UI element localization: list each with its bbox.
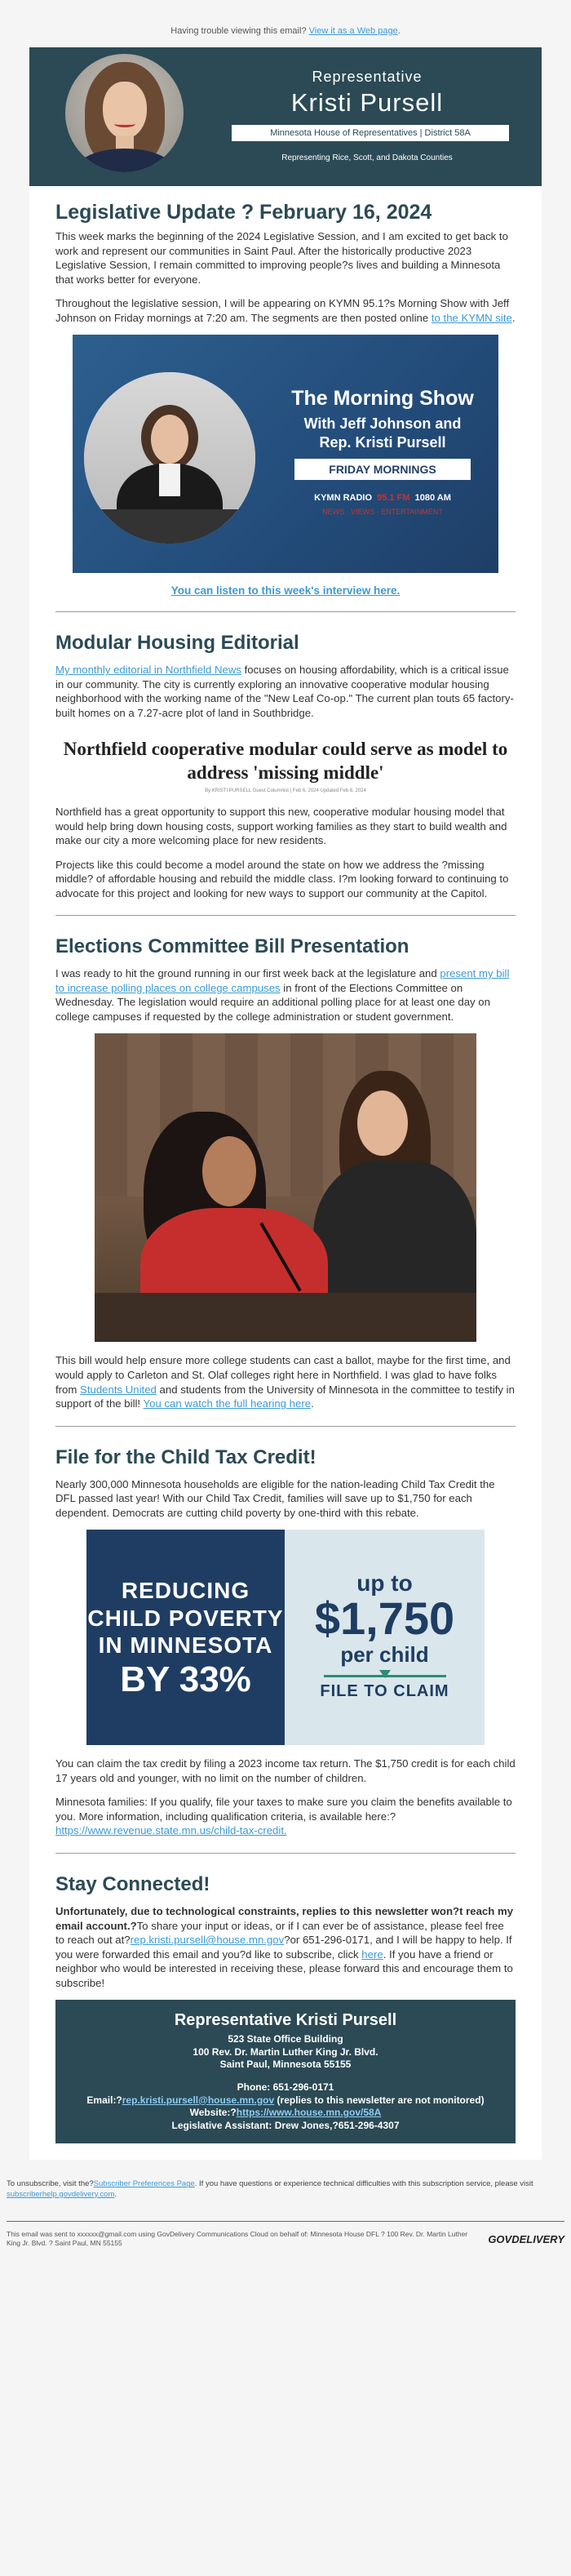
housing-paragraph-3: Projects like this could become a model around the state on how we address the ?missing middle? of affordable housing and rebuild the middle class. I?m looking forward to continuing to advocate for this project and looking for new ways to support our community at the Capitol. — [55, 858, 509, 899]
footer-email: Email:?rep.kristi.pursell@house.mn.gov (replies to this newsletter are not monitored) — [86, 2094, 485, 2106]
footer-street: 100 Rev. Dr. Martin Luther King Jr. Blvd. — [193, 2045, 378, 2058]
housing-heading: Modular Housing Editorial — [55, 632, 299, 655]
sent-to-text: This email was sent to xxxxxx@gmail.com using GovDelivery Communications Cloud on behalf of: Minnesota House DFL ? 100 Rev. Dr. Martin Luther King Jr. Blvd. ? Saint Paul, MN 55155 — [7, 2230, 468, 2248]
ctc-percent: BY 33% — [120, 1659, 251, 1700]
preheader-text: Having trouble viewing this email? — [170, 26, 309, 36]
tax-credit-heading: File for the Child Tax Credit! — [55, 1446, 316, 1468]
listen-link-wrap — [55, 584, 516, 597]
header-title-name: Kristi Pursell — [290, 88, 444, 117]
section-divider — [55, 611, 516, 612]
tax-credit-info-link[interactable]: https://www.revenue.state.mn.us/child-tax-credit. — [55, 1824, 287, 1837]
web-page-link[interactable]: View it as a Web page — [308, 26, 398, 36]
section-divider — [55, 915, 516, 916]
listen-interview-link[interactable]: You can listen to this week's interview here. — [170, 584, 401, 597]
email-body — [29, 47, 542, 2160]
students-united-link[interactable]: Students United — [80, 1383, 157, 1396]
elections-paragraph-1: I was ready to hit the ground running in our first week back at the legislature and present my bill to increase polling places on college campuses in front of the Elections Committee on Wednesday. The legislation would require an additional polling place for at least one day on college campuses if requested by the college administration or student government. — [55, 967, 510, 1023]
banner-station: KYMN RADIO 95.1 FM 1080 AM — [314, 493, 451, 504]
bottom-divider — [7, 2221, 564, 2222]
arrow-down-icon — [324, 1675, 446, 1677]
header-title-line1: Representative — [312, 69, 423, 85]
header-counties: Representing Rice, Scott, and Dakota Counties — [281, 153, 453, 162]
committee-hearing-photo — [95, 1033, 476, 1342]
kymn-site-link[interactable]: to the KYMN site — [431, 311, 512, 324]
section-divider — [55, 1853, 516, 1854]
elections-heading: Elections Committee Bill Presentation — [55, 935, 409, 958]
banner-badge: FRIDAY MORNINGS — [294, 459, 471, 480]
elections-paragraph-2: This bill would help ensure more college students can cast a ballot, maybe for the first time, and would apply to Carleton and St. Olaf colleges right here in Northfield. I was glad to have folks from Students United and students from the University of Minnesota in the committee to testify in support of the bill! You can watch the full hearing here. — [55, 1354, 515, 1410]
tax-credit-paragraph-3: Minnesota families: If you qualify, file your taxes to make sure you claim the benefits available to you. More information, including qualification criteria, is available here:? https://www.revenue.state.mn.us/child-tax-credit. — [55, 1796, 512, 1837]
ctc-amount: $1,750 — [314, 1592, 455, 1645]
newsletter-content — [29, 186, 542, 2160]
preheader — [0, 0, 571, 47]
footer-website-link[interactable]: https://www.house.mn.gov/58A — [236, 2107, 382, 2119]
govdelivery-logo[interactable]: GOVDELIVERY — [488, 2233, 564, 2246]
subscribe-link[interactable]: here — [361, 1948, 383, 1961]
representative-photo — [65, 54, 184, 172]
footer-assistant: Legislative Assistant: Drew Jones,?651-296-4307 — [171, 2119, 400, 2131]
email-bottom — [0, 2160, 571, 2248]
morning-show-photo — [84, 372, 255, 544]
footer-office: 523 State Office Building — [228, 2033, 343, 2045]
present-bill-link[interactable]: present my bill to increase polling places on college campuses — [55, 967, 510, 994]
sent-info — [7, 2230, 564, 2248]
housing-paragraph-2: Northfield has a great opportunity to support this new, cooperative modular housing model that would help bring down housing costs, support working families as they start to build wealth and make our city a more welcoming place for new residents. — [55, 805, 507, 847]
section-divider — [55, 1426, 516, 1427]
footer-city: Saint Paul, Minnesota 55155 — [219, 2059, 352, 2071]
tax-credit-paragraph-2: You can claim the tax credit by filing a 2023 income tax return. The $1,750 credit is for each child 17 years old and younger, with no limit on the number of children. — [55, 1757, 516, 1784]
ctc-right-panel: up to $1,750 per child FILE TO CLAIM — [285, 1530, 485, 1745]
subscriber-preferences-link[interactable]: Subscriber Preferences Page — [93, 2179, 195, 2189]
watch-hearing-link[interactable]: You can watch the full hearing here — [143, 1397, 312, 1410]
editorial-link[interactable]: My monthly editorial in Northfield News — [55, 664, 241, 677]
update-paragraph-2: Throughout the legislative session, I will be appearing on KYMN 95.1?s Morning Show with Jeff Johnson on Friday mornings at 7:20 am. The segments are then posted online to the KYMN site. — [55, 297, 516, 324]
contact-footer — [55, 2000, 516, 2143]
footer-name: Representative Kristi Pursell — [174, 2011, 397, 2030]
preheader-suffix: . — [397, 26, 401, 36]
tax-credit-paragraph-1: Nearly 300,000 Minnesota households are eligible for the nation-leading Child Tax Credit the DFL passed last year! With our Child Tax Credit, families will save up to $1,750 for each dependent. Democrats are cutting child poverty by one-third with this rebate. — [55, 1477, 495, 1519]
legislative-update-heading: Legislative Update ? February 16, 2024 — [55, 201, 432, 224]
ctc-file-label: FILE TO CLAIM — [320, 1681, 449, 1700]
stay-connected-paragraph: Unfortunately, due to technological constraints, replies to this newsletter won?t reach my email account.?To share your input or ideas, or if I can ever be of assistance, please feel free to reach out at?rep.kristi.pursell@house.mn.gov?or 651-296-0171, and I will be happy to help. If you were forwarded this email and you?d like to subscribe, click here. If you have a friend or neighbor who would be interested in receiving these, please forward this and encourage them to subscribe! — [55, 1905, 514, 1989]
child-tax-credit-graphic — [86, 1530, 485, 1745]
contact-email-link[interactable]: rep.kristi.pursell@house.mn.gov — [130, 1934, 285, 1947]
unsubscribe-text: To unsubscribe, visit the?Subscriber Preferences Page. If you have questions or experience technical difficulties with this subscription service, please visit subscriberhelp.govdelivery.com. — [7, 2179, 533, 2199]
morning-show-banner[interactable] — [73, 335, 498, 573]
housing-paragraph-1: My monthly editorial in Northfield News focuses on housing affordability, which is a critical issue in our community. The city is currently exploring an innovative cooperative modular housing neighborhood with the working name of the "New Leaf Co-op." The current plan touts 65 factory-built homes on a 7.27-acre plot of land in Southbridge. — [55, 664, 514, 719]
subscriber-help-link[interactable]: subscriberhelp.govdelivery.com — [7, 2189, 115, 2199]
footer-website: Website:?https://www.house.mn.gov/58A — [189, 2107, 382, 2119]
footer-email-link[interactable]: rep.kristi.pursell@house.mn.gov — [122, 2094, 275, 2106]
newsletter-header — [29, 47, 542, 186]
update-paragraph-1: This week marks the beginning of the 2024 Legislative Session, and I am excited to get back to work and represent our communities in Saint Paul. After the historically productive 2023 Legislative Session, I remain committed to improving people?s lives and building a Minnesota that works better for everyone. — [55, 230, 508, 286]
banner-footer: NEWS · VIEWS · ENTERTAINMENT — [322, 508, 443, 517]
ctc-left-panel: REDUCING CHILD POVERTY IN MINNESOTA BY 33% — [86, 1530, 285, 1745]
news-byline: By KRISTI PURSELL Guest Columnist | Feb 6, 2024 Updated Feb 6, 2024 — [205, 788, 366, 793]
banner-hosts: With Jeff Johnson and Rep. Kristi Pursell — [303, 415, 462, 451]
header-subtitle: Minnesota House of Representatives | District 58A — [232, 125, 509, 141]
stay-connected-heading: Stay Connected! — [55, 1873, 210, 1895]
footer-phone: Phone: 651-296-0171 — [237, 2081, 334, 2094]
news-headline[interactable]: Northfield cooperative modular could serve as model to address 'missing middle' — [63, 739, 508, 784]
banner-title: The Morning Show — [291, 387, 474, 411]
